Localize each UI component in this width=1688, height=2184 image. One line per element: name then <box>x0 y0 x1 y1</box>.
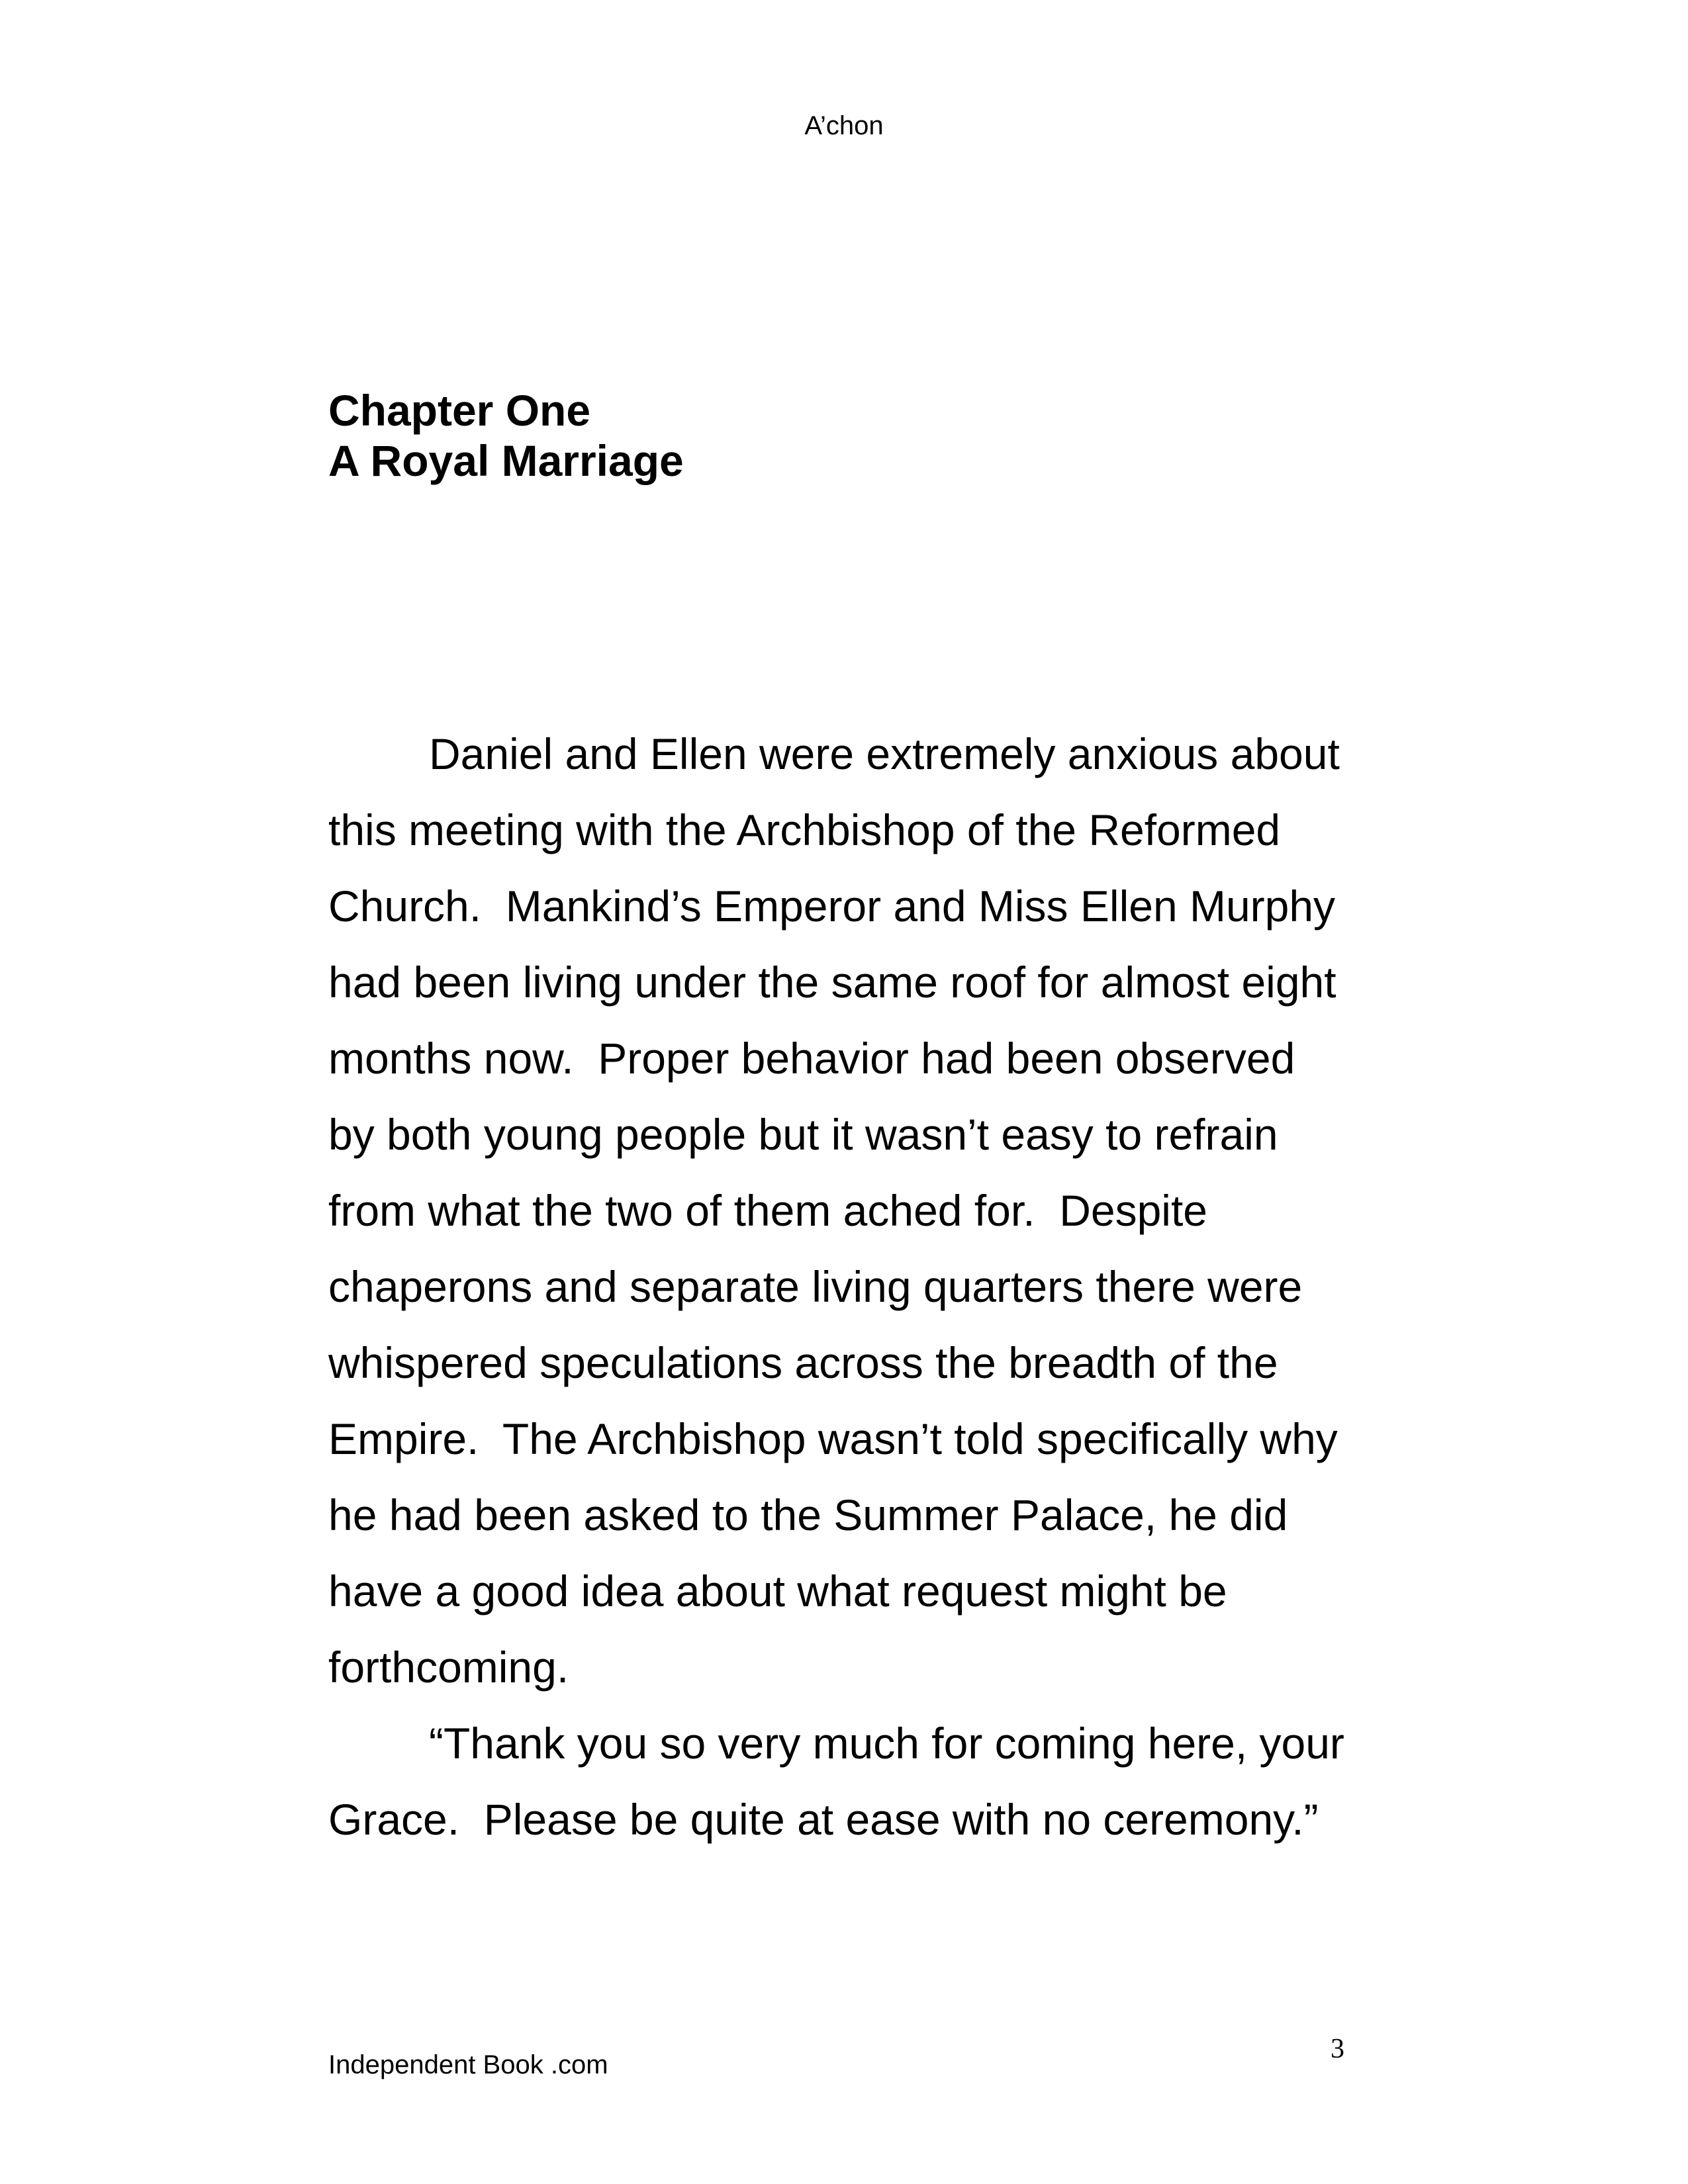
body-text <box>328 716 1361 1858</box>
paragraph-1-line: have a good idea about what request might be <box>328 1567 1227 1615</box>
paragraph-2-line: “Thank you so very much for coming here, your <box>429 1719 1344 1768</box>
paragraph-1-line: chaperons and separate living quarters there were <box>328 1262 1303 1311</box>
paragraph-1-line: he had been asked to the Summer Palace, he did <box>328 1490 1288 1539</box>
chapter-title: A Royal Marriage <box>328 436 684 485</box>
paragraph-1-line: whispered speculations across the breadth of the <box>328 1338 1278 1387</box>
chapter-number: Chapter One <box>328 386 591 435</box>
paragraph-1-line: forthcoming. <box>328 1643 569 1692</box>
paragraph-1-line: Church. Mankind’s Emperor and Miss Ellen Murphy <box>328 882 1336 931</box>
paragraph-1-line: Empire. The Archbishop wasn’t told specifically why <box>328 1414 1338 1463</box>
paragraph-1-line: from what the two of them ached for. Despite <box>328 1186 1207 1235</box>
footer-publisher: Independent Book .com <box>328 2050 608 2079</box>
paragraph-1-line: Daniel and Ellen were extremely anxious about <box>429 729 1340 778</box>
paragraph-1-line: this meeting with the Archbishop of the Reformed <box>328 805 1281 854</box>
page-number: 3 <box>1331 2034 1344 2064</box>
chapter-heading <box>328 385 684 486</box>
running-header: A’chon <box>804 111 884 140</box>
paragraph-1-line: by both young people but it wasn’t easy to refrain <box>328 1110 1278 1159</box>
paragraph-1-line: months now. Proper behavior had been observed <box>328 1034 1295 1083</box>
paragraph-2-line: Grace. Please be quite at ease with no ceremony.” <box>328 1795 1319 1844</box>
paragraph-1-line: had been living under the same roof for almost eight <box>328 958 1336 1007</box>
